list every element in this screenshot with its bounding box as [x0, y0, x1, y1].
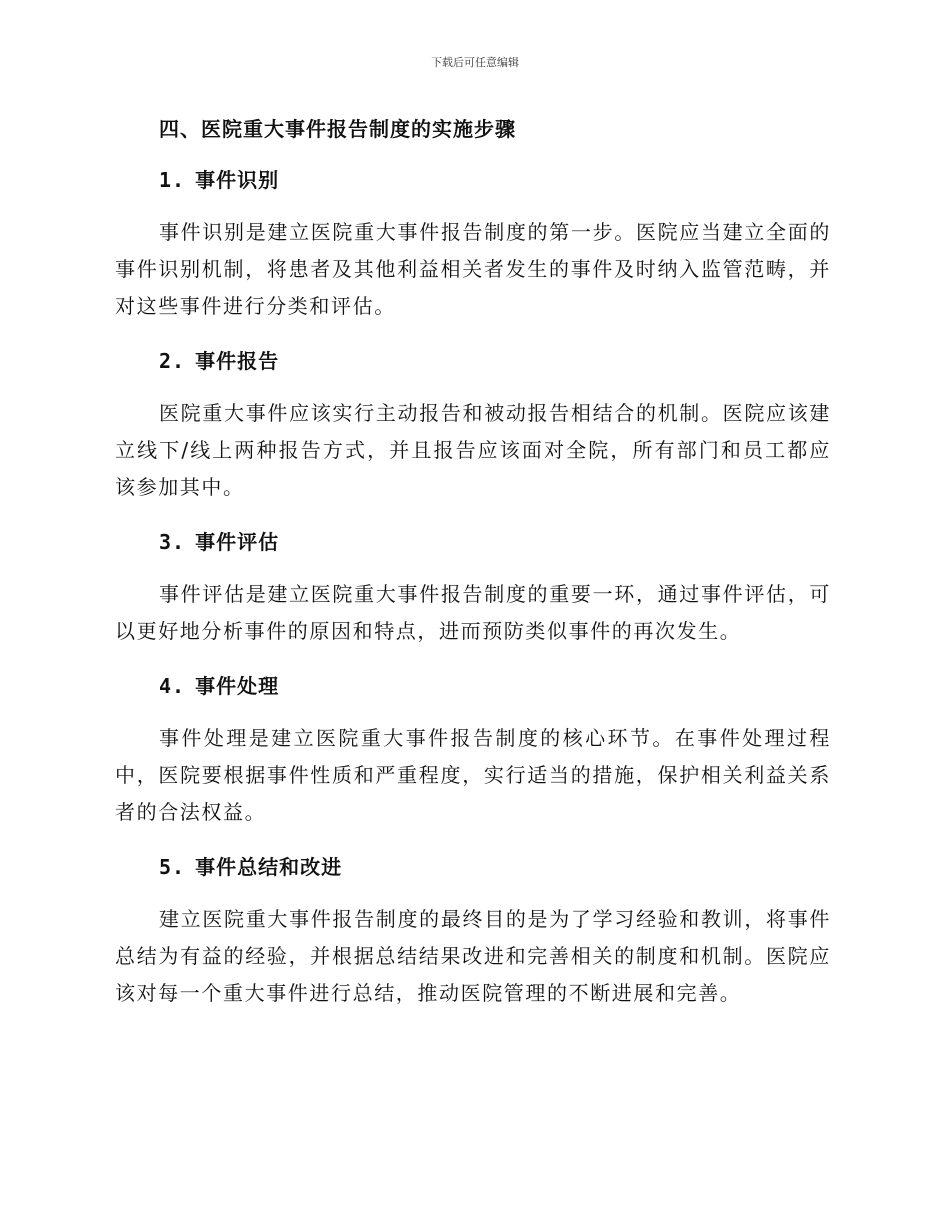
section-title [115, 524, 831, 560]
section-paragraph: 事件处理是建立医院重大事件报告制度的核心环节。在事件处理过程中，医院要根据事件性质和严重程度，实行适当的措施，保护相关利益关系者的合法权益。 [115, 726, 831, 824]
section-2 [115, 343, 831, 506]
section-paragraph: 建立医院重大事件报告制度的最终目的是为了学习经验和教训，将事件总结为有益的经验，并根据总结结果改进和完善相关的制度和机制。医院应该对每一个重大事件进行总结，推动医院管理的不断进展和完善。 [115, 907, 831, 1005]
section-title-text: 事件识别 [195, 168, 280, 192]
section-4 [115, 668, 831, 831]
section-number: 1. [159, 168, 186, 192]
section-number: 4. [159, 674, 186, 698]
section-title [115, 343, 831, 379]
section-title [115, 668, 831, 704]
section-paragraph: 事件识别是建立医院重大事件报告制度的第一步。医院应当建立全面的事件识别机制，将患者及其他利益相关者发生的事件及时纳入监管范畴，并对这些事件进行分类和评估。 [115, 220, 831, 318]
section-number: 2. [159, 349, 186, 373]
document-heading: 四、医院重大事件报告制度的实施步骤 [159, 117, 516, 141]
document-body [115, 112, 831, 1012]
section-paragraph: 事件评估是建立医院重大事件报告制度的重要一环，通过事件评估，可以更好地分析事件的原因和特点，进而预防类似事件的再次发生。 [115, 582, 831, 643]
section-title-text: 事件处理 [195, 674, 280, 698]
section-5 [115, 849, 831, 1012]
section-title [115, 162, 831, 198]
section-3 [115, 524, 831, 650]
header-note: 下载后可任意编辑 [431, 56, 519, 69]
section-title [115, 849, 831, 885]
section-number: 3. [159, 530, 186, 554]
section-number: 5. [159, 855, 186, 879]
section-1 [115, 162, 831, 325]
section-title-text: 事件总结和改进 [195, 855, 343, 879]
section-paragraph: 医院重大事件应该实行主动报告和被动报告相结合的机制。医院应该建立线下/线上两种报告方式，并且报告应该面对全院，所有部门和员工都应该参加其中。 [115, 401, 831, 499]
section-title-text: 事件报告 [195, 349, 280, 373]
section-title-text: 事件评估 [195, 530, 280, 554]
